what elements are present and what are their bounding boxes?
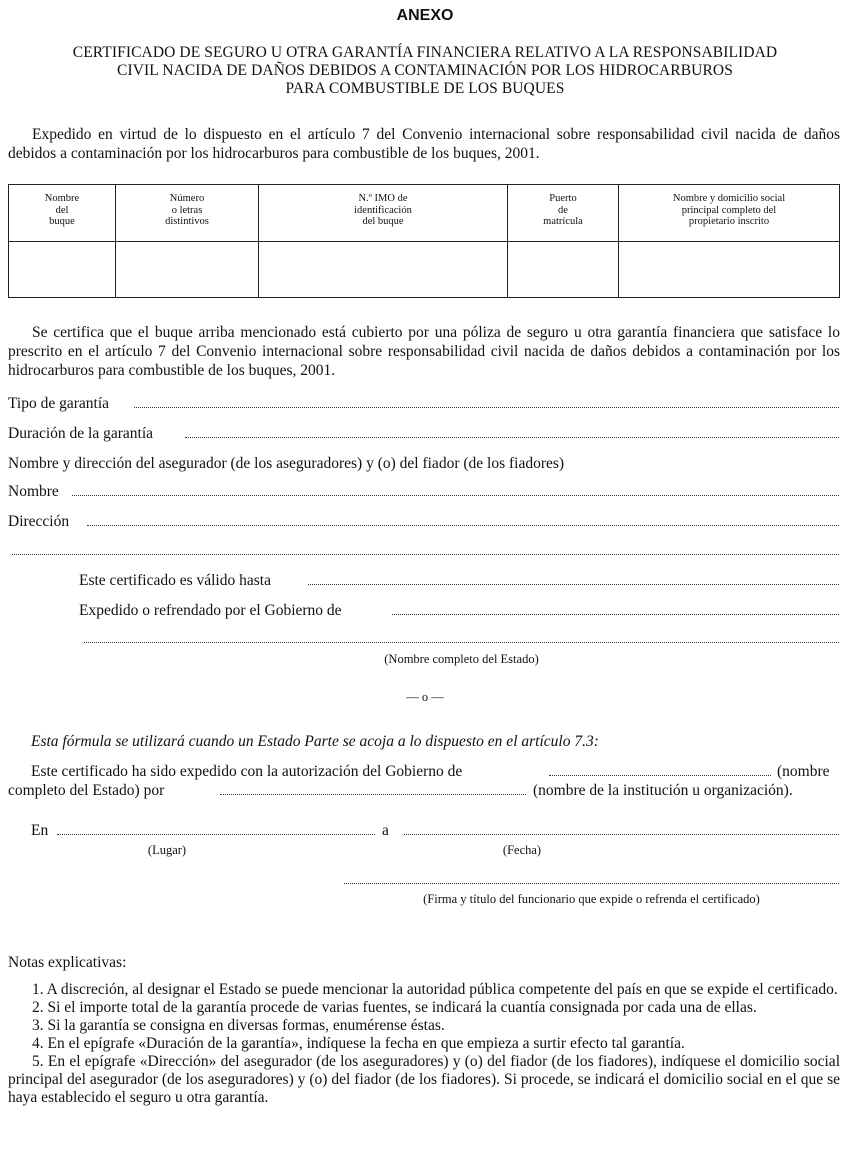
date-label: a	[382, 822, 389, 839]
note-item: 2. Si el importe total de la garantía procede de varias fuentes, se indicará la cuantía consignada por cada una de ellas.	[32, 999, 757, 1016]
insurer-address-field[interactable]	[87, 525, 839, 526]
date-caption: (Fecha)	[502, 843, 542, 857]
insurer-name-field[interactable]	[72, 495, 839, 496]
authorizing-state-field[interactable]	[549, 775, 771, 776]
header-port-of-registry: Puerto de matrícula	[508, 185, 619, 242]
issued-by-field[interactable]	[392, 614, 839, 615]
signature-caption: (Firma y título del funcionario que expide o refrenda el certificado)	[423, 892, 760, 906]
place-caption: (Lugar)	[147, 843, 187, 857]
note-item: 4. En el epígrafe «Duración de la garantía», indíquese la fecha en que empieza a surtir efecto tal garantía.	[32, 1035, 685, 1052]
issued-by-label: Expedido o refrendado por el Gobierno de	[79, 602, 342, 619]
note-item: 3. Si la garantía se consigna en diversas formas, enumérense éstas.	[32, 1017, 445, 1034]
cell-port-of-registry[interactable]	[508, 242, 619, 298]
guarantee-type-field[interactable]	[134, 407, 839, 408]
valid-until-label: Este certificado es válido hasta	[79, 572, 271, 589]
note-item: 5. En el epígrafe «Dirección» del asegurador (de los aseguradores) y (o) del fiador (de los fiadores), indíquese el domicilio social principal del asegurador (de los aseguradores) y (o) del fiador (de los fiadores). Si procede, se indicará el domicilio social en el que se haya establecido el seguro u otra garantía.	[8, 1053, 840, 1106]
guarantee-duration-field[interactable]	[185, 437, 839, 438]
insurer-address-label: Dirección	[8, 513, 70, 530]
formula-note: Esta fórmula se utilizará cuando un Estado Parte se acoja a lo dispuesto en el artículo 7.3:	[31, 733, 599, 750]
note-item: 1. A discreción, al designar el Estado se puede mencionar la autoridad pública competente del país en que se expide el certificado.	[32, 981, 838, 998]
place-field[interactable]	[57, 834, 375, 835]
heading-line-3: PARA COMBUSTIBLE DE LOS BUQUES	[285, 80, 565, 97]
guarantee-duration-label: Duración de la garantía	[8, 425, 154, 442]
header-imo-number: N.º IMO de identificación del buque	[259, 185, 508, 242]
cell-imo-number[interactable]	[259, 242, 508, 298]
authorization-nombre: (nombre	[777, 763, 830, 780]
place-label: En	[31, 822, 49, 839]
institution-field[interactable]	[220, 794, 526, 795]
certify-paragraph: Se certifica que el buque arriba mencionado está cubierto por una póliza de seguro u otra garantía financiera que satisface lo prescrito en el artículo 7 del Convenio internacional sobre responsabilidad civil nacida de daños debidos a contaminación por los hidrocarburos para combustible de los buques, 2001.	[8, 324, 840, 379]
header-ship-name: Nombre del buque	[9, 185, 116, 242]
intro-paragraph: Expedido en virtud de lo dispuesto en el artículo 7 del Convenio internacional sobre responsabilidad civil nacida de daños debidos a contaminación por los hidrocarburos para combustible de los buques, 2001.	[8, 126, 840, 162]
cell-ship-name[interactable]	[9, 242, 116, 298]
date-field[interactable]	[404, 834, 839, 835]
insurer-address-field-2[interactable]	[12, 554, 839, 555]
header-distinctive-number: Número o letras distintivos	[116, 185, 259, 242]
certificate-heading	[8, 44, 842, 98]
or-separator: — o —	[406, 690, 444, 704]
institution-caption: (nombre de la institución u organización).	[533, 782, 793, 799]
notes-title: Notas explicativas:	[8, 954, 127, 971]
ship-details-table	[8, 184, 840, 298]
insurer-heading: Nombre y dirección del asegurador (de los aseguradores) y (o) del fiador (de los fiadores)	[8, 455, 565, 472]
valid-until-field[interactable]	[308, 584, 839, 585]
notes-list	[0, 981, 850, 1107]
page-title: ANEXO	[396, 7, 454, 24]
heading-line-1: CERTIFICADO DE SEGURO U OTRA GARANTÍA FINANCIERA RELATIVO A LA RESPONSABILIDAD	[72, 44, 778, 61]
signature-field[interactable]	[344, 883, 839, 884]
state-name-caption: (Nombre completo del Estado)	[384, 652, 539, 666]
cell-distinctive-number[interactable]	[116, 242, 259, 298]
insurer-name-label: Nombre	[8, 483, 59, 500]
authorization-text: Este certificado ha sido expedido con la autorización del Gobierno de	[31, 763, 463, 780]
guarantee-type-label: Tipo de garantía	[8, 395, 110, 412]
state-name-field[interactable]	[84, 642, 839, 643]
cell-registered-owner[interactable]	[619, 242, 840, 298]
authorization-text-2: completo del Estado) por	[8, 782, 165, 799]
heading-line-2: CIVIL NACIDA DE DAÑOS DEBIDOS A CONTAMINACIÓN POR LOS HIDROCARBUROS	[117, 62, 733, 79]
header-registered-owner: Nombre y domicilio social principal completo del propietario inscrito	[619, 185, 840, 242]
